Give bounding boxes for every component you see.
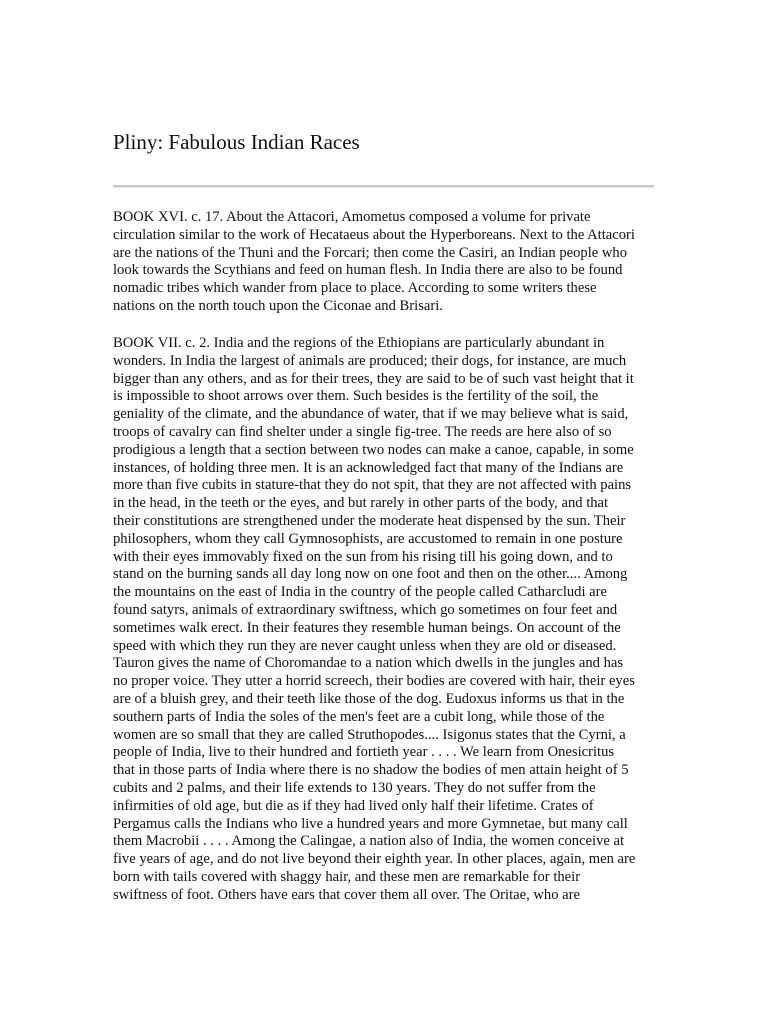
text-line: no proper voice. They utter a horrid screech, their bodies are covered with hair, their eyes [113,673,635,690]
text-line: are of a bluish grey, and their teeth like those of the dog. Eudoxus informs us that in the [113,690,625,707]
text-line: troops of cavalry can find shelter under a single fig-tree. The reeds are here also of so [113,423,612,440]
text-line: swiftness of foot. Others have ears that cover them all over. The Oritae, who are [113,886,580,903]
text-line: BOOK XVI. c. 17. About the Attacori, Amometus composed a volume for private [113,209,591,225]
text-line: instances, of holding three men. It is an acknowledged fact that many of the Indians are [113,459,624,476]
text-line: geniality of the climate, and the abundance of water, that if we may believe what is said, [113,406,629,423]
text-line: philosophers, whom they call Gymnosophists, are accustomed to remain in one posture [113,530,623,547]
text-line: BOOK VII. c. 2. India and the regions of the Ethiopians are particularly abundant in [113,335,605,351]
text-line: that in those parts of India where there is no shadow the bodies of men attain height of 5 [113,762,629,779]
paragraph-book-xvi [113,209,673,316]
text-line: with their eyes immovably fixed on the sun from his rising till his going down, and to [113,548,613,565]
text-line: sometimes walk erect. In their features they resemble human beings. On account of the [113,619,621,636]
text-line: bigger than any others, and as for their trees, they are said to be of such vast height that it [113,370,634,387]
text-line: found satyrs, animals of extraordinary swiftness, which go sometimes on four feet and [113,601,618,618]
paragraph-book-vii [113,335,673,905]
text-line: infirmities of old age, but die as if they had lived only half their lifetime. Crates of [113,797,594,814]
text-line: Pergamus calls the Indians who live a hundred years and more Gymnetae, but many call [113,815,628,832]
text-line: prodigious a length that a section between two nodes can make a canoe, capable, in some [113,441,634,458]
text-line: Tauron gives the name of Choromandae to a nation which dwells in the jungles and has [113,655,624,672]
text-line: people of India, live to their hundred and fortieth year . . . . We learn from Onesicritus [113,744,615,761]
text-line: the mountains on the east of India in the country of the people called Catharcludi are [113,584,607,601]
horizontal-rule [113,185,654,188]
text-line: nomadic tribes which wander from place to place. According to some writers these [113,280,597,297]
page-title: Pliny: Fabulous Indian Races [113,130,360,154]
text-line: are the nations of the Thuni and the Forcari; then come the Casiri, an Indian people who [113,244,628,261]
text-line: their constitutions are strengthened under the moderate heat dispensed by the sun. Their [113,512,626,529]
text-line: speed with which they run they are never caught unless when they are old or diseased. [113,637,617,654]
text-line: is impossible to shoot arrows over them. Such besides is the fertility of the soil, the [113,388,599,405]
text-line: southern parts of India the soles of the men's feet are a cubit long, while those of the [113,708,605,725]
text-line: nations on the north touch upon the Ciconae and Brisari. [113,297,443,314]
text-line: five years of age, and do not live beyond their eighth year. In other places, again, men are [113,851,636,868]
text-line: in the head, in the teeth or the eyes, and but rarely in other parts of the body, and that [113,495,609,512]
text-line: wonders. In India the largest of animals are produced; their dogs, for instance, are much [113,352,627,369]
text-line: circulation similar to the work of Hecataeus about the Hyperboreans. Next to the Attacori [113,226,635,243]
text-line: look towards the Scythians and feed on human flesh. In India there are also to be found [113,262,623,279]
text-line: stand on the burning sands all day long now on one foot and then on the other.... Among [113,566,628,583]
text-line: women are so small that they are called Struthopodes.... Isigonus states that the Cyrni, a [113,726,626,743]
text-line: born with tails covered with shaggy hair, and these men are remarkable for their [113,868,581,885]
text-line: cubits and 2 palms, and their life extends to 130 years. They do not suffer from the [113,779,596,796]
text-line: them Macrobii . . . . Among the Calingae, a nation also of India, the women conceive at [113,833,625,850]
text-line: more than five cubits in stature-that they do not spit, that they are not affected with pains [113,477,632,494]
